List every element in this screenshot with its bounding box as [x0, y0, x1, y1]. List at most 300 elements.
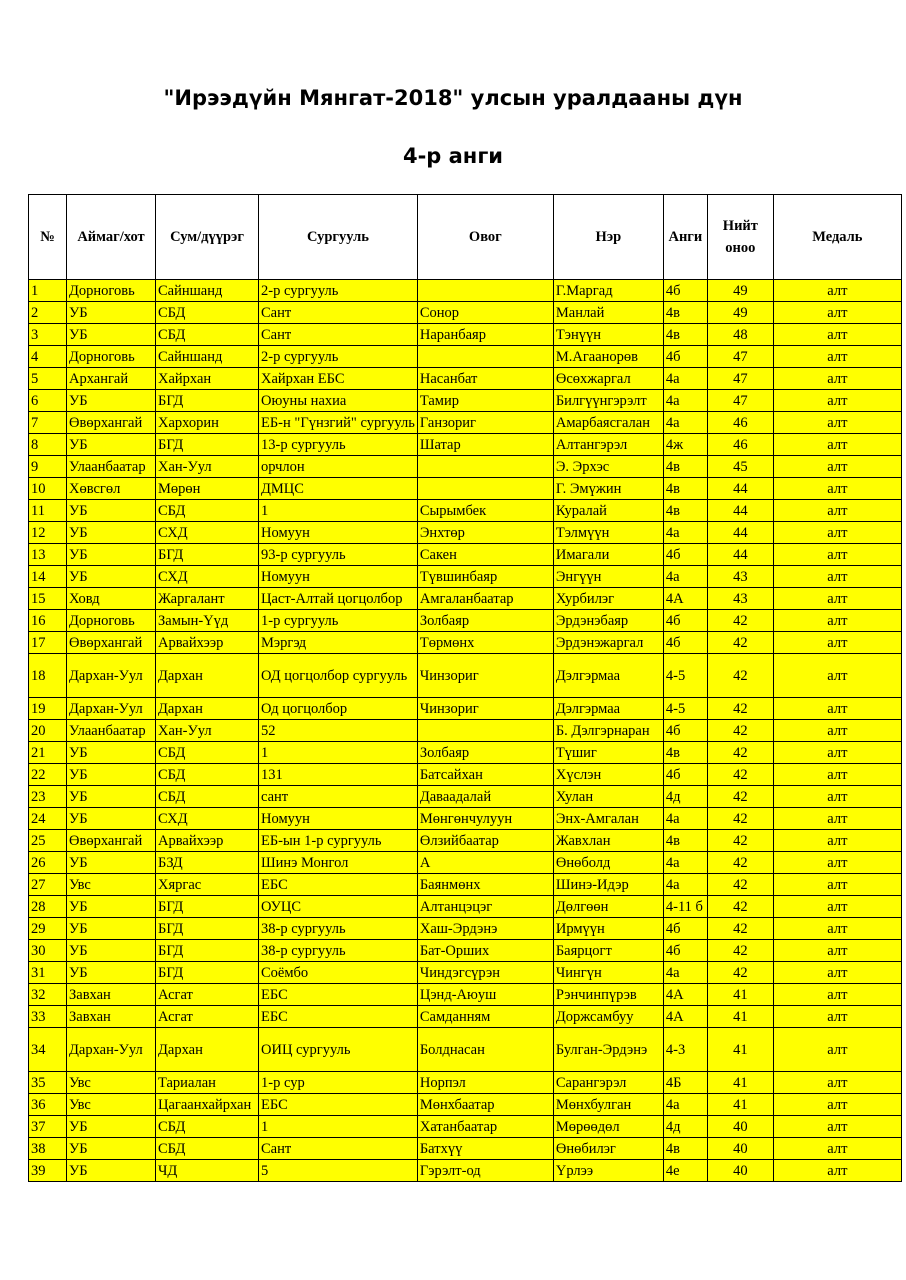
- cell-name: Үрлээ: [553, 1160, 663, 1182]
- cell-num: 4: [29, 346, 67, 368]
- cell-medal: алт: [773, 346, 901, 368]
- cell-name: Имагали: [553, 544, 663, 566]
- table-row: [29, 610, 902, 632]
- cell-medal: алт: [773, 456, 901, 478]
- cell-sum: Хархорин: [156, 412, 259, 434]
- cell-aimag: Дархан-Уул: [67, 698, 156, 720]
- cell-name: Тэнүүн: [553, 324, 663, 346]
- cell-sum: Дархан: [156, 654, 259, 698]
- cell-num: 35: [29, 1072, 67, 1094]
- cell-score: 42: [707, 610, 773, 632]
- cell-surname: Чиндэгсүрэн: [417, 962, 553, 984]
- cell-school: Соёмбо: [259, 962, 418, 984]
- cell-medal: алт: [773, 500, 901, 522]
- cell-surname: Сырымбек: [417, 500, 553, 522]
- cell-aimag: Дорноговь: [67, 280, 156, 302]
- page-title: "Ирээдүйн Мянгат-2018" улсын уралдааны дүн: [163, 86, 743, 110]
- cell-school: 52: [259, 720, 418, 742]
- cell-name: М.Агаанорөв: [553, 346, 663, 368]
- cell-medal: алт: [773, 830, 901, 852]
- cell-sum: БГД: [156, 544, 259, 566]
- cell-sum: БЗД: [156, 852, 259, 874]
- cell-sum: СБД: [156, 302, 259, 324]
- cell-name: Г.Маргад: [553, 280, 663, 302]
- cell-school: ЕБС: [259, 1094, 418, 1116]
- cell-num: 39: [29, 1160, 67, 1182]
- cell-sum: Хяргас: [156, 874, 259, 896]
- table-row: [29, 302, 902, 324]
- cell-surname: Мөнхбаатар: [417, 1094, 553, 1116]
- cell-medal: алт: [773, 654, 901, 698]
- cell-grade: 4в: [663, 500, 707, 522]
- cell-medal: алт: [773, 302, 901, 324]
- cell-medal: алт: [773, 1006, 901, 1028]
- header-grade: Анги: [663, 195, 707, 280]
- cell-school: ЕБ-н "Гүнзгий" сургууль: [259, 412, 418, 434]
- cell-grade: 4-3: [663, 1028, 707, 1072]
- header-surname: Овог: [417, 195, 553, 280]
- cell-score: 40: [707, 1160, 773, 1182]
- cell-num: 25: [29, 830, 67, 852]
- cell-num: 18: [29, 654, 67, 698]
- cell-school: 1-р сургууль: [259, 610, 418, 632]
- cell-grade: 4А: [663, 1006, 707, 1028]
- cell-surname: Төрмөнх: [417, 632, 553, 654]
- cell-score: 47: [707, 346, 773, 368]
- cell-num: 6: [29, 390, 67, 412]
- cell-name: Өнөболд: [553, 852, 663, 874]
- cell-grade: 4а: [663, 962, 707, 984]
- cell-num: 24: [29, 808, 67, 830]
- cell-medal: алт: [773, 808, 901, 830]
- table-row: [29, 1116, 902, 1138]
- cell-medal: алт: [773, 610, 901, 632]
- cell-grade: 4б: [663, 280, 707, 302]
- cell-school: 1: [259, 1116, 418, 1138]
- cell-medal: алт: [773, 544, 901, 566]
- cell-score: 42: [707, 830, 773, 852]
- cell-medal: алт: [773, 764, 901, 786]
- cell-grade: 4д: [663, 786, 707, 808]
- cell-school: 38-р сургууль: [259, 940, 418, 962]
- cell-aimag: УБ: [67, 500, 156, 522]
- cell-name: Өсөхжаргал: [553, 368, 663, 390]
- cell-school: ОИЦ сургууль: [259, 1028, 418, 1072]
- cell-grade: 4б: [663, 720, 707, 742]
- cell-surname: Даваадалай: [417, 786, 553, 808]
- cell-school: Номуун: [259, 808, 418, 830]
- cell-sum: Асгат: [156, 984, 259, 1006]
- cell-name: Э. Эрхэс: [553, 456, 663, 478]
- cell-sum: БГД: [156, 390, 259, 412]
- cell-score: 44: [707, 544, 773, 566]
- cell-sum: Дархан: [156, 1028, 259, 1072]
- cell-score: 47: [707, 368, 773, 390]
- cell-score: 41: [707, 1006, 773, 1028]
- cell-surname: Хаш-Эрдэнэ: [417, 918, 553, 940]
- cell-score: 46: [707, 412, 773, 434]
- cell-score: 42: [707, 654, 773, 698]
- cell-grade: 4-5: [663, 654, 707, 698]
- cell-sum: Арвайхээр: [156, 830, 259, 852]
- cell-num: 33: [29, 1006, 67, 1028]
- cell-aimag: Завхан: [67, 1006, 156, 1028]
- cell-surname: Алтанцэцэг: [417, 896, 553, 918]
- cell-score: 44: [707, 478, 773, 500]
- header-sum: Сум/дүүрэг: [156, 195, 259, 280]
- cell-aimag: Увс: [67, 1094, 156, 1116]
- cell-aimag: УБ: [67, 566, 156, 588]
- cell-score: 49: [707, 280, 773, 302]
- cell-aimag: УБ: [67, 324, 156, 346]
- cell-num: 17: [29, 632, 67, 654]
- header-num: №: [29, 195, 67, 280]
- cell-aimag: УБ: [67, 786, 156, 808]
- cell-grade: 4б: [663, 632, 707, 654]
- cell-medal: алт: [773, 478, 901, 500]
- cell-surname: Энхтөр: [417, 522, 553, 544]
- cell-name: Шинэ-Идэр: [553, 874, 663, 896]
- cell-surname: Батхүү: [417, 1138, 553, 1160]
- cell-score: 41: [707, 1094, 773, 1116]
- cell-name: Г. Эмүжин: [553, 478, 663, 500]
- cell-aimag: УБ: [67, 940, 156, 962]
- cell-num: 32: [29, 984, 67, 1006]
- cell-medal: алт: [773, 632, 901, 654]
- cell-score: 43: [707, 566, 773, 588]
- table-row: [29, 786, 902, 808]
- cell-grade: 4а: [663, 808, 707, 830]
- page-subtitle: 4-р анги: [402, 144, 504, 168]
- cell-aimag: Улаанбаатар: [67, 456, 156, 478]
- cell-sum: СХД: [156, 566, 259, 588]
- results-table: [28, 194, 902, 1182]
- header-score: Нийт оноо: [707, 195, 773, 280]
- cell-score: 44: [707, 500, 773, 522]
- cell-surname: Бат-Орших: [417, 940, 553, 962]
- cell-school: Сант: [259, 302, 418, 324]
- cell-aimag: УБ: [67, 1138, 156, 1160]
- table-row: [29, 566, 902, 588]
- cell-score: 48: [707, 324, 773, 346]
- cell-aimag: Өвөрхангай: [67, 830, 156, 852]
- cell-aimag: УБ: [67, 522, 156, 544]
- table-row: [29, 544, 902, 566]
- table-row: [29, 632, 902, 654]
- cell-aimag: Ховд: [67, 588, 156, 610]
- cell-medal: алт: [773, 1116, 901, 1138]
- cell-surname: Болднасан: [417, 1028, 553, 1072]
- cell-sum: СБД: [156, 764, 259, 786]
- cell-grade: 4-5: [663, 698, 707, 720]
- cell-num: 3: [29, 324, 67, 346]
- cell-school: Оюуны нахиа: [259, 390, 418, 412]
- cell-num: 1: [29, 280, 67, 302]
- cell-school: Шинэ Монгол: [259, 852, 418, 874]
- cell-score: 46: [707, 434, 773, 456]
- cell-grade: 4в: [663, 302, 707, 324]
- cell-name: Эрдэнэжаргал: [553, 632, 663, 654]
- cell-medal: алт: [773, 588, 901, 610]
- cell-num: 10: [29, 478, 67, 500]
- table-header-row: [29, 195, 902, 280]
- cell-name: Тэлмүүн: [553, 522, 663, 544]
- cell-name: Куралай: [553, 500, 663, 522]
- cell-sum: Хан-Уул: [156, 720, 259, 742]
- cell-num: 13: [29, 544, 67, 566]
- cell-medal: алт: [773, 940, 901, 962]
- cell-name: Дэлгэрмаа: [553, 654, 663, 698]
- cell-medal: алт: [773, 1072, 901, 1094]
- table-row: [29, 830, 902, 852]
- cell-score: 42: [707, 918, 773, 940]
- table-row: [29, 984, 902, 1006]
- cell-score: 42: [707, 786, 773, 808]
- cell-school: сант: [259, 786, 418, 808]
- cell-num: 37: [29, 1116, 67, 1138]
- cell-medal: алт: [773, 742, 901, 764]
- table-row: [29, 500, 902, 522]
- cell-medal: алт: [773, 566, 901, 588]
- cell-num: 28: [29, 896, 67, 918]
- cell-name: Хулан: [553, 786, 663, 808]
- cell-grade: 4в: [663, 456, 707, 478]
- table-row: [29, 918, 902, 940]
- cell-medal: алт: [773, 720, 901, 742]
- cell-medal: алт: [773, 412, 901, 434]
- cell-score: 42: [707, 698, 773, 720]
- cell-school: Сант: [259, 1138, 418, 1160]
- cell-school: Номуун: [259, 522, 418, 544]
- cell-school: ЕБ-ын 1-р сургууль: [259, 830, 418, 852]
- cell-sum: БГД: [156, 918, 259, 940]
- cell-medal: алт: [773, 522, 901, 544]
- cell-sum: СХД: [156, 522, 259, 544]
- cell-score: 47: [707, 390, 773, 412]
- cell-grade: 4ж: [663, 434, 707, 456]
- cell-school: ЕБС: [259, 874, 418, 896]
- cell-surname: Гэрэлт-од: [417, 1160, 553, 1182]
- cell-num: 8: [29, 434, 67, 456]
- cell-num: 27: [29, 874, 67, 896]
- cell-sum: Замын-Үүд: [156, 610, 259, 632]
- cell-name: Хурбилэг: [553, 588, 663, 610]
- table-row: [29, 852, 902, 874]
- cell-aimag: Хөвсгөл: [67, 478, 156, 500]
- cell-name: Энгүүн: [553, 566, 663, 588]
- cell-grade: 4в: [663, 324, 707, 346]
- cell-score: 42: [707, 896, 773, 918]
- cell-grade: 4а: [663, 390, 707, 412]
- cell-medal: алт: [773, 786, 901, 808]
- table-row: [29, 808, 902, 830]
- cell-sum: БГД: [156, 434, 259, 456]
- table-row: [29, 874, 902, 896]
- cell-grade: 4б: [663, 346, 707, 368]
- cell-score: 42: [707, 742, 773, 764]
- cell-aimag: Увс: [67, 1072, 156, 1094]
- cell-surname: Мөнгөнчулуун: [417, 808, 553, 830]
- cell-school: ОД цогцолбор сургууль: [259, 654, 418, 698]
- cell-sum: СХД: [156, 808, 259, 830]
- cell-surname: Амгаланбаатар: [417, 588, 553, 610]
- cell-surname: Чинзориг: [417, 654, 553, 698]
- table-row: [29, 280, 902, 302]
- cell-sum: Тариалан: [156, 1072, 259, 1094]
- cell-school: 1-р сур: [259, 1072, 418, 1094]
- cell-school: Цаст-Алтай цогцолбор: [259, 588, 418, 610]
- cell-surname: Насанбат: [417, 368, 553, 390]
- cell-sum: Хан-Уул: [156, 456, 259, 478]
- cell-sum: Жаргалант: [156, 588, 259, 610]
- cell-num: 21: [29, 742, 67, 764]
- table-row: [29, 478, 902, 500]
- cell-medal: алт: [773, 434, 901, 456]
- cell-num: 15: [29, 588, 67, 610]
- cell-school: 2-р сургууль: [259, 280, 418, 302]
- table-row: [29, 1072, 902, 1094]
- table-row: [29, 346, 902, 368]
- cell-num: 20: [29, 720, 67, 742]
- cell-surname: А: [417, 852, 553, 874]
- cell-aimag: Дорноговь: [67, 346, 156, 368]
- cell-surname: Золбаяр: [417, 742, 553, 764]
- cell-name: Дөлгөөн: [553, 896, 663, 918]
- cell-surname: [417, 478, 553, 500]
- cell-score: 42: [707, 632, 773, 654]
- cell-score: 40: [707, 1138, 773, 1160]
- cell-aimag: УБ: [67, 852, 156, 874]
- cell-grade: 4в: [663, 742, 707, 764]
- cell-aimag: Өвөрхангай: [67, 632, 156, 654]
- cell-name: Мөнхбулган: [553, 1094, 663, 1116]
- cell-surname: Самданням: [417, 1006, 553, 1028]
- cell-num: 16: [29, 610, 67, 632]
- cell-score: 42: [707, 852, 773, 874]
- cell-sum: СБД: [156, 500, 259, 522]
- cell-num: 26: [29, 852, 67, 874]
- cell-num: 7: [29, 412, 67, 434]
- cell-medal: алт: [773, 918, 901, 940]
- cell-medal: алт: [773, 852, 901, 874]
- header-aimag: Аймаг/хот: [67, 195, 156, 280]
- cell-surname: Наранбаяр: [417, 324, 553, 346]
- cell-school: 38-р сургууль: [259, 918, 418, 940]
- cell-surname: Ганзориг: [417, 412, 553, 434]
- cell-medal: алт: [773, 698, 901, 720]
- cell-score: 42: [707, 720, 773, 742]
- table-row: [29, 654, 902, 698]
- cell-school: ОУЦС: [259, 896, 418, 918]
- cell-name: Эрдэнэбаяр: [553, 610, 663, 632]
- cell-surname: Чинзориг: [417, 698, 553, 720]
- cell-aimag: УБ: [67, 918, 156, 940]
- cell-school: Номуун: [259, 566, 418, 588]
- cell-surname: Түвшинбаяр: [417, 566, 553, 588]
- cell-aimag: УБ: [67, 390, 156, 412]
- cell-num: 22: [29, 764, 67, 786]
- cell-sum: СБД: [156, 1116, 259, 1138]
- cell-grade: 4а: [663, 368, 707, 390]
- cell-aimag: УБ: [67, 896, 156, 918]
- cell-aimag: Дархан-Уул: [67, 1028, 156, 1072]
- cell-grade: 4а: [663, 1094, 707, 1116]
- cell-name: Жавхлан: [553, 830, 663, 852]
- cell-school: ЕБС: [259, 1006, 418, 1028]
- cell-name: Өнөбилэг: [553, 1138, 663, 1160]
- cell-num: 11: [29, 500, 67, 522]
- cell-num: 29: [29, 918, 67, 940]
- cell-sum: СБД: [156, 786, 259, 808]
- table-row: [29, 434, 902, 456]
- cell-score: 41: [707, 1028, 773, 1072]
- cell-school: 2-р сургууль: [259, 346, 418, 368]
- cell-school: ДМЦС: [259, 478, 418, 500]
- table-row: [29, 962, 902, 984]
- cell-aimag: УБ: [67, 1160, 156, 1182]
- cell-school: Хайрхан ЕБС: [259, 368, 418, 390]
- cell-name: Ирмүүн: [553, 918, 663, 940]
- table-row: [29, 1028, 902, 1072]
- cell-medal: алт: [773, 280, 901, 302]
- cell-medal: алт: [773, 874, 901, 896]
- results-body: [29, 280, 902, 1182]
- cell-aimag: УБ: [67, 808, 156, 830]
- cell-surname: Норпэл: [417, 1072, 553, 1094]
- cell-score: 41: [707, 984, 773, 1006]
- table-row: [29, 368, 902, 390]
- cell-surname: [417, 720, 553, 742]
- cell-num: 34: [29, 1028, 67, 1072]
- cell-medal: алт: [773, 324, 901, 346]
- cell-sum: Хайрхан: [156, 368, 259, 390]
- cell-grade: 4д: [663, 1116, 707, 1138]
- cell-name: Манлай: [553, 302, 663, 324]
- cell-surname: [417, 280, 553, 302]
- cell-school: 93-р сургууль: [259, 544, 418, 566]
- cell-school: 131: [259, 764, 418, 786]
- cell-score: 43: [707, 588, 773, 610]
- cell-aimag: УБ: [67, 742, 156, 764]
- cell-score: 42: [707, 874, 773, 896]
- cell-aimag: УБ: [67, 1116, 156, 1138]
- cell-medal: алт: [773, 962, 901, 984]
- cell-num: 2: [29, 302, 67, 324]
- cell-grade: 4а: [663, 852, 707, 874]
- cell-score: 44: [707, 522, 773, 544]
- cell-num: 14: [29, 566, 67, 588]
- cell-sum: Арвайхээр: [156, 632, 259, 654]
- cell-surname: [417, 456, 553, 478]
- cell-medal: алт: [773, 1028, 901, 1072]
- cell-aimag: УБ: [67, 764, 156, 786]
- cell-aimag: Дархан-Уул: [67, 654, 156, 698]
- cell-name: Сарангэрэл: [553, 1072, 663, 1094]
- table-row: [29, 1006, 902, 1028]
- cell-surname: Сакен: [417, 544, 553, 566]
- cell-school: орчлон: [259, 456, 418, 478]
- cell-grade: 4а: [663, 566, 707, 588]
- cell-grade: 4в: [663, 830, 707, 852]
- cell-grade: 4б: [663, 610, 707, 632]
- table-row: [29, 588, 902, 610]
- table-row: [29, 764, 902, 786]
- cell-school: 5: [259, 1160, 418, 1182]
- cell-surname: Золбаяр: [417, 610, 553, 632]
- cell-surname: Цэнд-Аюуш: [417, 984, 553, 1006]
- cell-sum: СБД: [156, 742, 259, 764]
- cell-school: Сант: [259, 324, 418, 346]
